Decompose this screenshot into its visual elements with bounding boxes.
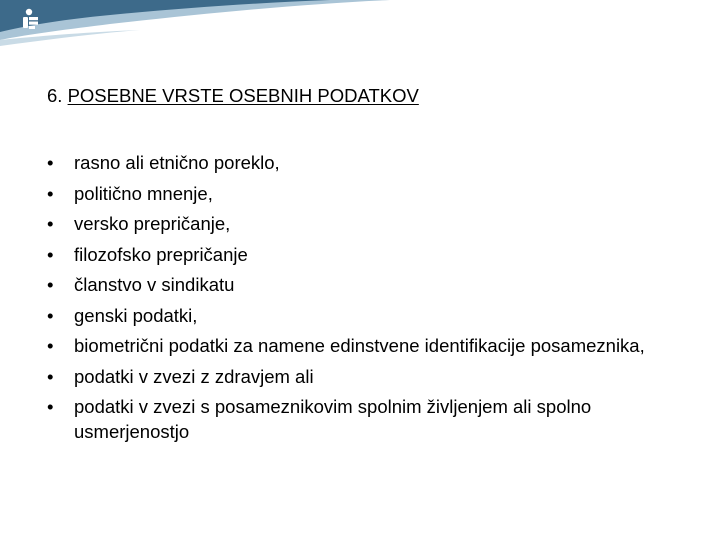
bullet-icon: • <box>47 335 54 356</box>
person-logo-icon <box>18 6 44 34</box>
list-item: • podatki v zvezi s posameznikovim spolnim življenjem ali spolno usmerjenostjo <box>47 392 707 447</box>
bullet-icon: • <box>47 396 54 417</box>
list-item: • rasno ali etnično poreklo, <box>47 148 707 179</box>
list-item: • versko prepričanje, <box>47 209 707 240</box>
bullet-icon: • <box>47 304 54 326</box>
header-band <box>0 0 720 50</box>
list-item: • politično mnenje, <box>47 179 707 210</box>
bullet-list <box>47 148 707 447</box>
list-item: • filozofsko prepričanje <box>47 240 707 271</box>
bullet-icon: • <box>47 152 54 173</box>
bullet-icon: • <box>47 213 54 234</box>
bullet-icon: • <box>47 243 54 265</box>
list-item: • biometrični podatki za namene edinstvene identifikacije posameznika, <box>47 331 707 362</box>
list-item: • članstvo v sindikatu <box>47 270 707 301</box>
bullet-icon: • <box>47 274 54 295</box>
bullet-icon: • <box>47 365 54 387</box>
title-number: 6. <box>47 85 63 106</box>
slide-title <box>47 84 419 108</box>
title-text: POSEBNE VRSTE OSEBNIH PODATKOV <box>67 85 419 106</box>
bullet-icon: • <box>47 182 54 204</box>
header-swoosh <box>0 0 720 50</box>
list-item: • podatki v zvezi z zdravjem ali <box>47 362 707 393</box>
list-item: • genski podatki, <box>47 301 707 332</box>
